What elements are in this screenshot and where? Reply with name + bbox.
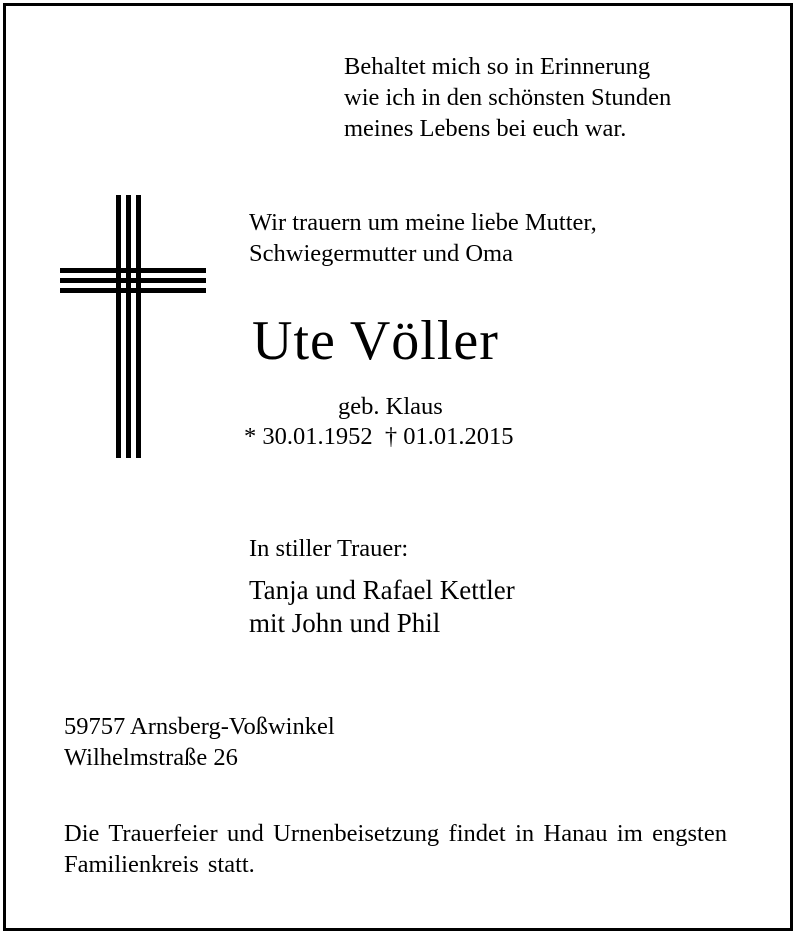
address (64, 711, 335, 773)
cross-horizontal-bar (60, 288, 206, 293)
cross-vertical-bar (116, 195, 121, 458)
mourner-line: Tanja und Rafael Kettler (249, 575, 515, 605)
cross-icon (60, 195, 210, 460)
mourners-label: In stiller Trauer: (249, 535, 409, 562)
intro-line: Wir trauern um meine liebe Mutter, (249, 209, 597, 236)
cross-horizontal-bar (60, 268, 206, 273)
intro-line: Schwiegermutter und Oma (249, 240, 513, 267)
motto-line: wie ich in den schönsten Stunden (344, 84, 672, 111)
life-dates: * 30.01.1952 † 01.01.2015 (244, 423, 514, 450)
maiden-name: geb. Klaus (338, 393, 443, 420)
motto-verse (344, 51, 671, 144)
motto-line: meines Lebens bei euch war. (344, 115, 627, 142)
deceased-name: Ute Völler (252, 310, 499, 372)
mourners-names (249, 574, 515, 640)
funeral-notice: Die Trauerfeier und Urnenbeisetzung findet in Hanau im engsten Familienkreis statt. (64, 820, 727, 878)
motto-line: Behaltet mich so in Erinnerung (344, 53, 651, 80)
mourner-line: mit John und Phil (249, 608, 441, 638)
mourning-intro (249, 207, 597, 269)
cross-vertical-bar (136, 195, 141, 458)
address-street: Wilhelmstraße 26 (64, 744, 238, 771)
address-city: 59757 Arnsberg-Voßwinkel (64, 713, 335, 740)
cross-horizontal-bar (60, 278, 206, 283)
cross-vertical-bar (126, 195, 131, 458)
